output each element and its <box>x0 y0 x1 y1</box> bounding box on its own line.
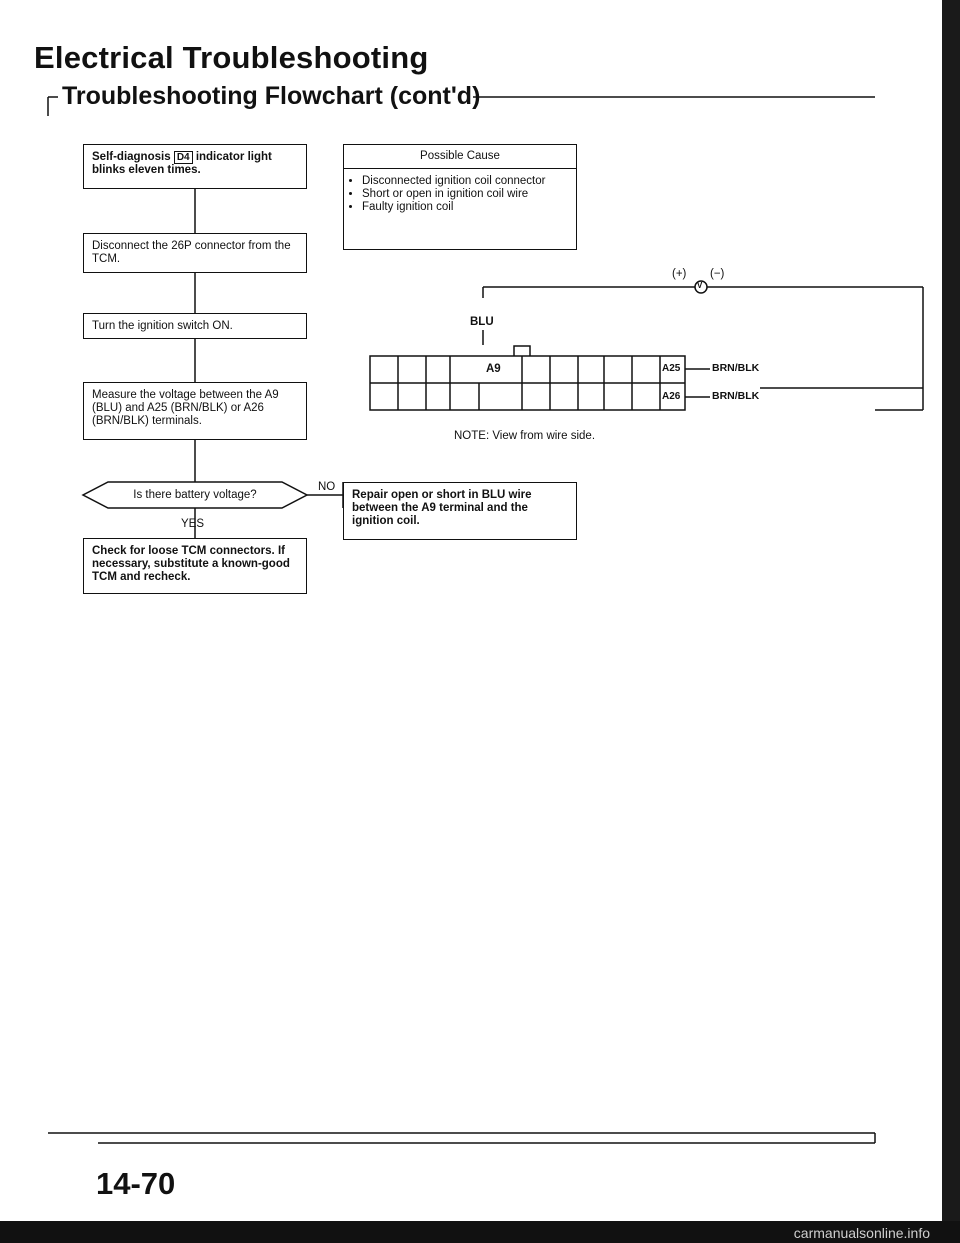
step1-text-post: indicator light blinks eleven times. <box>92 151 272 176</box>
wire-color-a26: BRN/BLK <box>712 390 760 402</box>
scan-edge-right <box>942 0 960 1243</box>
wire-color-a25: BRN/BLK <box>712 362 760 374</box>
step-ignition-on: Turn the ignition switch ON. <box>83 313 307 339</box>
minus-terminal-label: (−) <box>710 268 725 280</box>
voltmeter-symbol: V <box>697 281 703 290</box>
step-measure-voltage: Measure the voltage between the A9 (BLU) and A25 (BRN/BLK) or A26 (BRN/BLK) terminals. <box>83 382 307 440</box>
pin-a26-label: A26 <box>662 391 681 402</box>
connector-diagram <box>370 287 923 410</box>
wire-color-blu: BLU <box>470 316 494 328</box>
cause-item: • Faulty ignition coil <box>362 201 568 214</box>
view-note: NOTE: View from wire side. <box>454 430 596 442</box>
step1-text-pre: Self-diagnosis <box>92 151 171 163</box>
action-repair-blu-wire: Repair open or short in BLU wire between the A9 terminal and the ignition coil. <box>343 482 577 540</box>
step-self-diagnosis <box>83 144 307 189</box>
page-title: Electrical Troubleshooting <box>34 40 429 75</box>
possible-cause-list <box>344 169 576 220</box>
step-disconnect-connector: Disconnect the 26P connector from the TCM. <box>83 233 307 273</box>
pin-a9-label: A9 <box>486 363 501 375</box>
decision-battery-voltage: Is there battery voltage? <box>133 489 257 501</box>
cause-item: • Short or open in ignition coil wire <box>362 188 568 201</box>
no-branch-label: NO <box>318 481 336 493</box>
pin-a25-label: A25 <box>662 363 681 374</box>
page-subtitle: Troubleshooting Flowchart (cont'd) <box>62 82 481 110</box>
possible-cause-heading: Possible Cause <box>344 145 576 169</box>
page-number: 14-70 <box>96 1166 176 1201</box>
yes-branch-label: YES <box>181 518 205 530</box>
possible-cause-box <box>343 144 577 250</box>
plus-terminal-label: (+) <box>672 268 687 280</box>
action-check-tcm-connectors: Check for loose TCM connectors. If necessary, substitute a known-good TCM and recheck. <box>83 538 307 594</box>
cause-item: • Disconnected ignition coil connector <box>362 175 568 188</box>
watermark: carmanualsonline.info <box>793 1225 930 1241</box>
d4-indicator-icon: D4 <box>174 151 193 164</box>
